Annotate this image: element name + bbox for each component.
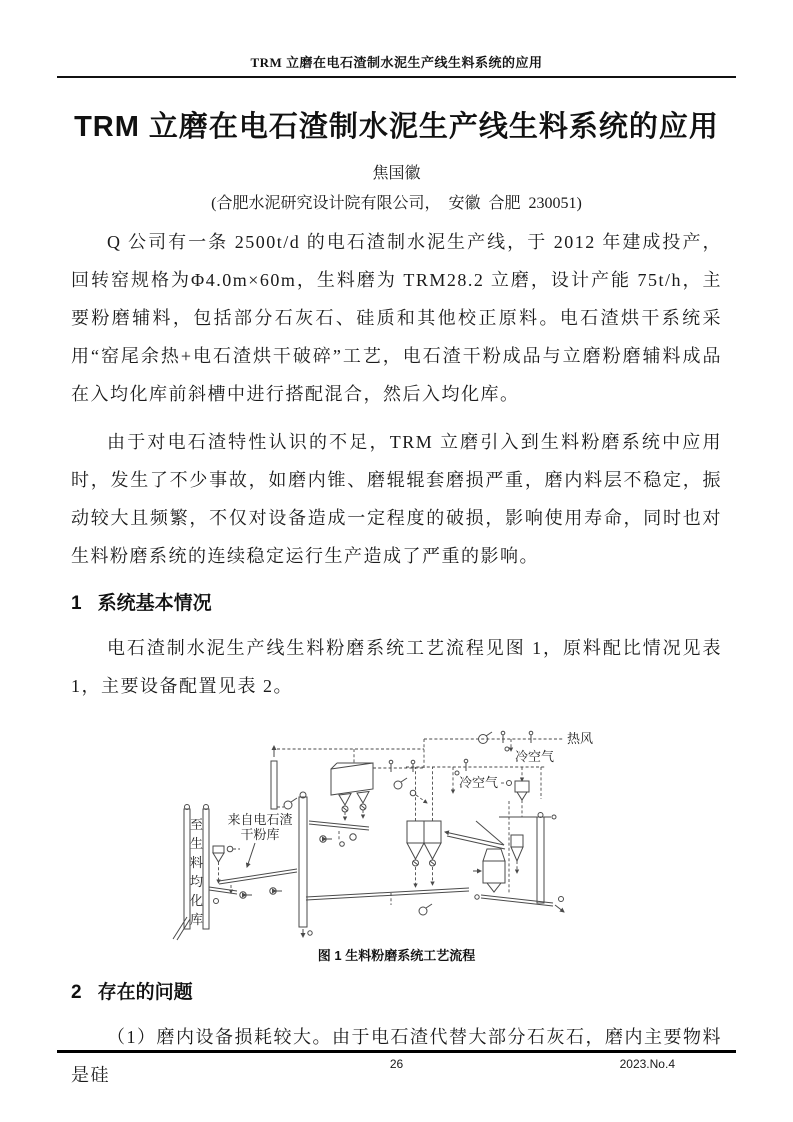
- svg-text:干粉库: 干粉库: [239, 827, 280, 842]
- section-2-title: 存在的问题: [97, 982, 193, 1003]
- air-slide-left: [219, 869, 297, 898]
- bucket-elevator-3: [474, 813, 563, 913]
- figure-1: [71, 721, 722, 964]
- bag-filter: [331, 763, 373, 820]
- svg-text:化: 化: [189, 893, 203, 908]
- paragraph-intro-2: 由于对电石渣特性认识的不足，TRM 立磨引入到生料粉磨系统中应用时，发生了不少事故，如磨内锥、磨辊辊套磨损严重，磨内料层不稳定，振动较大且频繁，不仅对设备造成一定程度的破损，影响使用寿命，同时也对生料粉磨系统的连续稳定运行生产造成了严重的影响。: [71, 432, 722, 566]
- cold-air-label-2: 冷空气: [458, 775, 498, 790]
- svg-text:库: 库: [189, 912, 203, 927]
- author-name: 焦国徽: [372, 165, 421, 182]
- air-slide-center: [309, 821, 369, 846]
- author-affiliation: (合肥水泥研究设计院有限公司， 安徽 合肥 230051): [211, 195, 582, 212]
- section-1-paragraph: 电石渣制水泥生产线生料粉磨系统工艺流程见图 1，原料配比情况见表 1，主要设备配置见表 2。: [71, 638, 722, 696]
- svg-text:生: 生: [189, 836, 203, 851]
- section-2-paragraph: （1）磨内设备损耗较大。由于电石渣代替大部分石灰石，磨内主要物料是硅: [71, 1027, 722, 1085]
- section-1-number: 1: [71, 593, 82, 614]
- small-filter: [209, 846, 240, 904]
- page-title: TRM 立磨在电石渣制水泥生产线生料系统的应用: [74, 111, 719, 143]
- running-header: TRM 立磨在电石渣制水泥生产线生料系统的应用: [250, 55, 543, 70]
- footer-page-number: 26: [389, 1057, 404, 1071]
- svg-text:均: 均: [189, 874, 203, 889]
- footer-issue-label: 2023.No.4: [619, 1057, 675, 1071]
- rotary-feeder: [499, 781, 556, 820]
- mill-cyclone: [511, 835, 523, 873]
- air-slide-bottom: [306, 888, 469, 915]
- process-flow-diagram: [171, 721, 623, 941]
- to-silo-label: [189, 817, 202, 927]
- paragraph-intro-1: Q 公司有一条 2500t/d 的电石渣制水泥生产线，于 2012 年建成投产，回转窑规格为Φ4.0m×60m，生料磨为 TRM28.2 立磨，设计产能 75t/h，主要粉磨辅料，包括部分石灰石、硅质和其他校正原料。电石渣烘干系统采用“窑尾余热+电石渣烘干破碎”工艺，电石渣干粉成品与立磨粉磨辅料成品在入均化库前斜槽中进行搭配混合，然后入均化库。: [71, 232, 722, 404]
- hot-wind-label: 热风: [566, 731, 593, 746]
- cold-air-label-1: 冷空气: [514, 749, 554, 764]
- bucket-elevator-2: [299, 792, 312, 937]
- figure-1-caption: 图 1 生料粉磨系统工艺流程: [317, 948, 476, 963]
- section-1-title: 系统基本情况: [97, 593, 212, 614]
- section-2-number: 2: [71, 982, 82, 1003]
- vertical-mill: [473, 801, 509, 893]
- header-rule: [57, 76, 736, 78]
- svg-text:至: 至: [189, 817, 203, 832]
- footer-rule: [57, 1050, 736, 1053]
- section-2-heading: [71, 978, 722, 1008]
- from-carbide-slag-label: [227, 812, 292, 867]
- exhaust-stack: [271, 746, 297, 809]
- body-content: [71, 223, 722, 1094]
- svg-text:来自电石渣: 来自电石渣: [226, 812, 293, 827]
- svg-text:料: 料: [189, 855, 203, 870]
- section-1-heading: [71, 589, 722, 619]
